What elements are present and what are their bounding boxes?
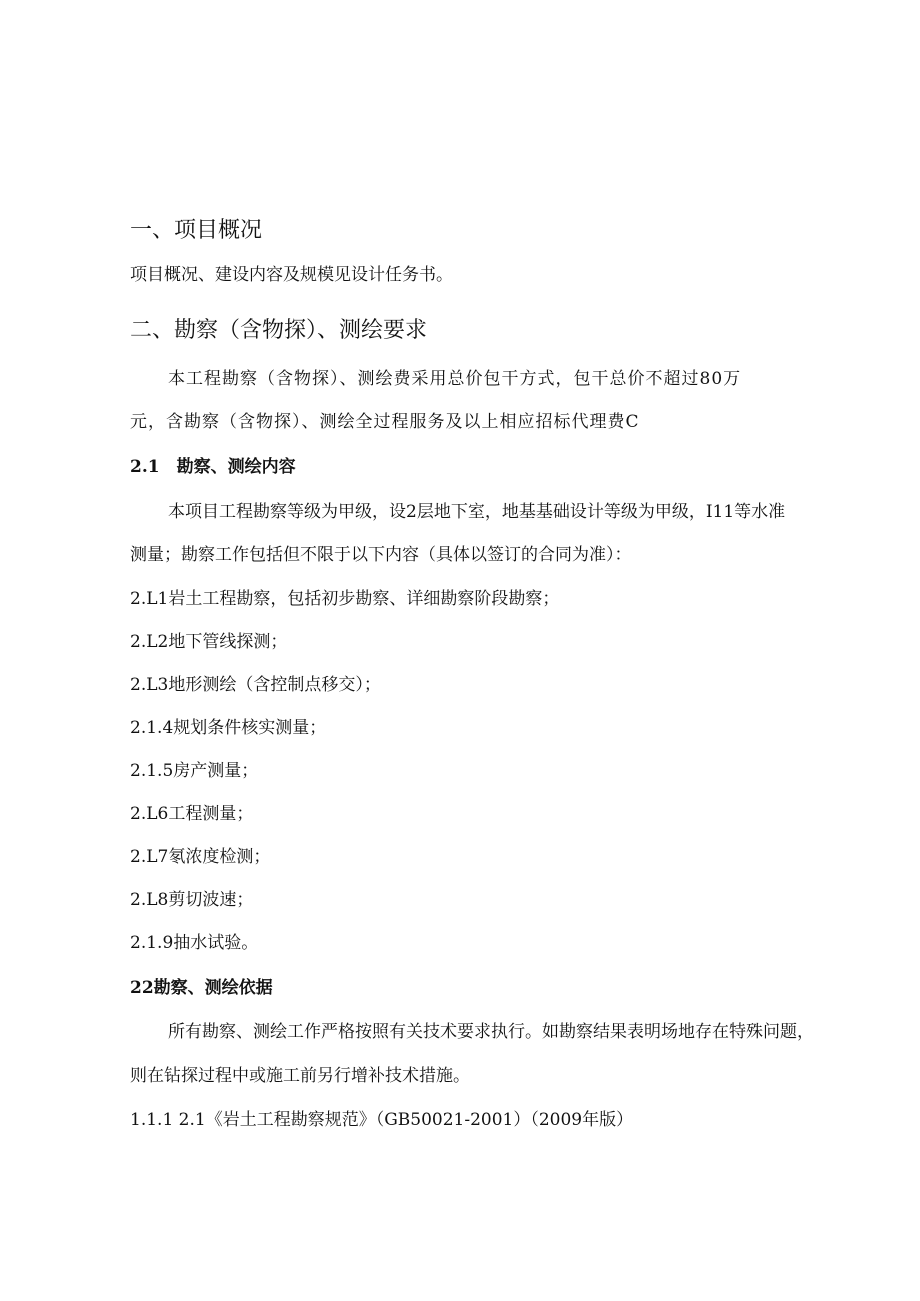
list-item: 2.L6工程测量； bbox=[130, 804, 254, 824]
subsection-2-2-paragraph-line-2: 则在钻探过程中或施工前另行增补技术措施。 bbox=[130, 1066, 470, 1086]
list-item: 2.1.4规划条件核实测量； bbox=[130, 718, 327, 738]
subsection-2-1-paragraph-line-1: 本项目工程勘察等级为甲级，设2层地下室，地基基础设计等级为甲级，I11等水准 bbox=[168, 502, 786, 522]
reference-item: 1.1.1 2.1《岩土工程勘察规范》（GB50021-2001）（2009年版） bbox=[130, 1110, 634, 1130]
subsection-2-2-paragraph-line-1: 所有勘察、测绘工作严格按照有关技术要求执行。如勘察结果表明场地存在特殊问题， bbox=[168, 1022, 814, 1042]
subsection-2-1-paragraph-line-2: 测量；勘察工作包括但不限于以下内容（具体以签订的合同为准）： bbox=[130, 545, 632, 565]
list-item: 2.L1岩土工程勘察，包括初步勘察、详细勘察阶段勘察； bbox=[130, 589, 560, 609]
subsection-2-2-heading: 22勘察、测绘依据 bbox=[130, 978, 273, 998]
list-item: 2.1.5房产测量； bbox=[130, 761, 259, 781]
list-item: 2.L3地形测绘（含控制点移交）； bbox=[130, 675, 381, 695]
list-item: 2.L7氡浓度检测； bbox=[130, 847, 271, 867]
section-2-paragraph-line-2: 元，含勘察（含物探）、测绘全过程服务及以上相应招标代理费C bbox=[130, 412, 640, 432]
list-item: 2.L8剪切波速； bbox=[130, 890, 254, 910]
section-1-heading: 一、项目概况 bbox=[130, 218, 263, 243]
section-2-paragraph-line-1: 本工程勘察（含物探）、测绘费采用总价包干方式，包干总价不超过80万 bbox=[168, 369, 742, 389]
list-item: 2.L2地下管线探测； bbox=[130, 632, 288, 652]
section-1-body: 项目概况、建设内容及规模见设计任务书。 bbox=[130, 265, 453, 285]
section-2-heading: 二、勘察（含物探）、测绘要求 bbox=[130, 318, 428, 343]
subsection-2-1-heading: 2.1 勘察、测绘内容 bbox=[130, 457, 296, 477]
list-item: 2.1.9抽水试验。 bbox=[130, 933, 259, 953]
